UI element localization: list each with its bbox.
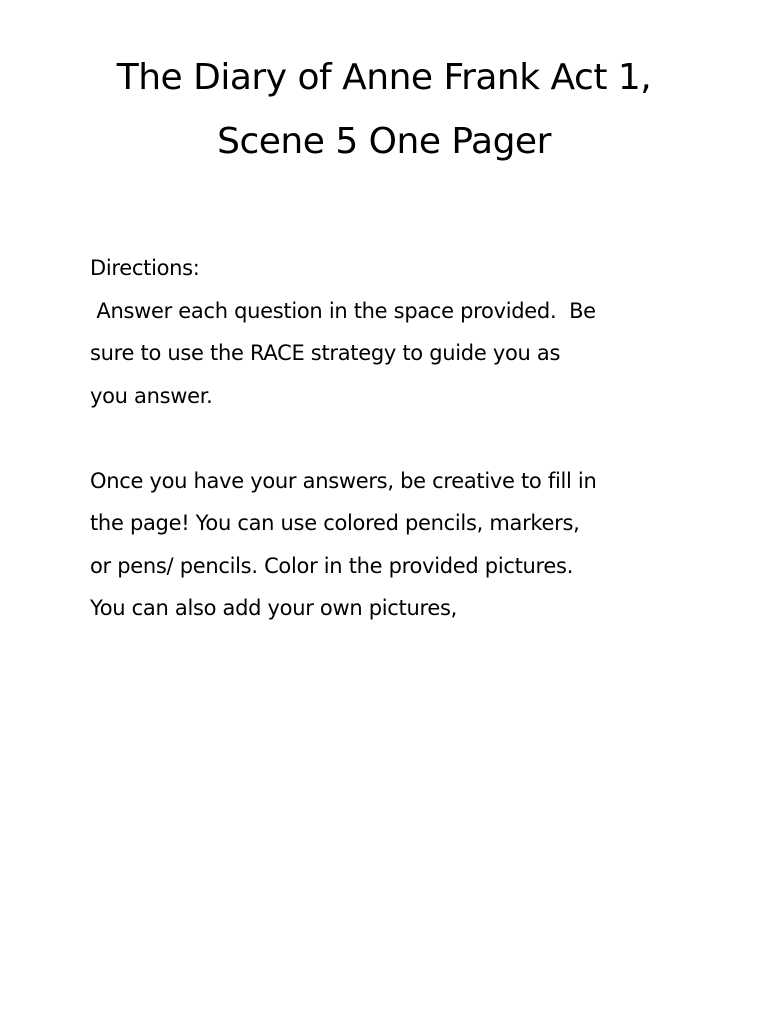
- paragraph-1-line: sure to use the RACE strategy to guide you as: [90, 341, 561, 365]
- paragraph-2-line: You can also add your own pictures,: [90, 596, 458, 620]
- directions-section: [90, 247, 700, 630]
- title-line-2: Scene 5 One Pager: [217, 121, 551, 162]
- paragraph-2-line: the page! You can use colored pencils, markers,: [90, 511, 580, 535]
- directions-heading: Directions:: [90, 256, 200, 280]
- paragraph-spacer: [90, 417, 700, 460]
- directions-paragraph-1: [90, 290, 700, 418]
- paragraph-2-line: or pens/ pencils. Color in the provided pictures.: [90, 553, 574, 578]
- directions-paragraph-2: [90, 460, 700, 630]
- paragraph-1-line: Answer each question in the space provided. Be: [90, 298, 596, 323]
- page-title: [60, 46, 708, 174]
- paragraph-1-line: you answer.: [90, 383, 213, 408]
- paragraph-2-line: Once you have your answers, be creative to fill in: [90, 468, 597, 493]
- title-line-1: The Diary of Anne Frank Act 1,: [116, 57, 652, 98]
